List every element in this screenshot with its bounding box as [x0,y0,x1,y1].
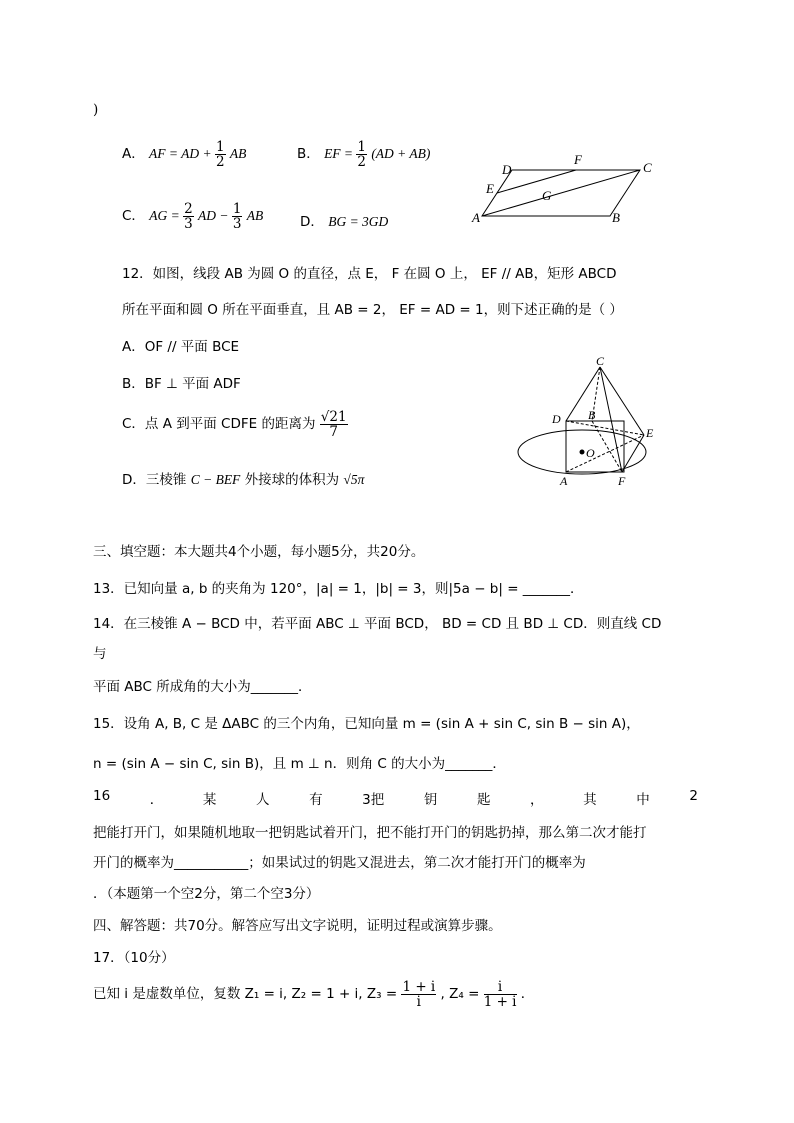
q11-d-label: D． [300,214,324,230]
q13-text: 13．已知向量 a, b 的夹角为 120°，|a| = 1，|b| = 3，则|5a − b| = _______． [93,581,584,597]
edge-cf [600,367,622,472]
label-c: C [596,355,605,368]
q11-a-label: A． [122,146,145,162]
q17-z4-frac: $\frac{i}{1 + i}$ [483,979,517,1010]
q11-option-c [122,202,263,231]
q11-c-frac2: $\frac{1}{3}$ [232,201,242,232]
label-d: D [552,412,561,426]
q17-end: ． [520,986,535,1002]
label-g: G [542,188,552,203]
center-o-dot [580,450,585,455]
label-a: A [472,210,480,225]
q14-line1: 14．在三棱锥 A − BCD 中，若平面 ABC ⊥ 平面 BCD， BD = CD 且 BD ⊥ CD．则直线 CD [93,616,662,632]
label-e: E [646,426,654,440]
label-a: A [560,474,568,488]
q16-line2: 把能打开门，如果随机地取一把钥匙试着开门，把不能打开门的钥匙扔掉，那么第二次才能打 [93,825,647,841]
q17-pre: 已知 i 是虚数单位，复数 Z₁ = i, Z₂ = 1 + i, Z₃ = [93,986,402,1002]
q17-text [93,980,534,1009]
section-4-heading: 四、解答题：共70分。解答应写出文字说明，证明过程或演算步骤。 [93,918,502,934]
q12-line2: 所在平面和圆 O 所在平面垂直，且 AB = 2， EF = AD = 1，则下述正确的是（ ） [122,302,623,318]
q12-option-a: A．OF // 平面 BCE [122,339,240,355]
q11-a-expr: AF = AD + [149,146,216,161]
q12-option-d [122,468,364,488]
q14-line2: 与 [93,646,107,662]
q17-mid: , Z₄ = [440,986,484,1002]
q11-b-frac: $\frac{1}{2}$ [357,139,367,170]
q11-d-expr: BG = 3GD [328,214,389,229]
q11-c-label: C． [122,208,145,224]
q11-b-tail: (AD + AB) [371,146,431,161]
q12-option-b: B．BF ⊥ 平面 ADF [122,376,241,392]
edge-ae [566,435,644,472]
label-c: C [643,160,652,175]
q12-d-post: 外接球的体积为 [244,472,340,488]
q11-c-frac1: $\frac{2}{3}$ [184,201,193,232]
q16-line1: 16 ． 某 人 有 3把 钥 匙 ， 其 中 2 [93,788,698,808]
edge-de [566,421,644,435]
q11-parallelogram-figure [470,150,660,230]
edge-ce [600,367,644,435]
q11-option-a [122,140,246,169]
rectangle-abcd [566,421,624,472]
label-o: O [586,446,595,460]
q16-line4: ．（本题第一个空2分，第二个空3分） [93,886,320,902]
q17-z3-frac: $\frac{1 + i}{i}$ [402,979,436,1010]
q11-c-tail: AB [246,208,264,223]
q12-d-pre: D．三棱锥 [122,472,187,488]
q16-line3: 开门的概率为___________；如果试过的钥匙又混进去，第二次才能打开门的概率为 [93,855,586,871]
q12-d-mid: C − BEF [190,472,241,487]
q11-b-expr: EF = [324,146,357,161]
label-b: B [612,210,620,225]
label-f: F [618,474,626,488]
q12-solid-figure [510,355,660,490]
q15-line1: 15．设角 A, B, C 是 ΔABC 的三个内角，已知向量 m = (sin A + sin C, sin B − sin A)， [93,716,640,732]
q11-a-tail: AB [229,146,247,161]
section-3-heading: 三、填空题：本大题共4个小题，每小题5分，共20分。 [93,544,425,560]
paren-close: ) [93,102,99,118]
q12-c-frac: $\frac{√21}{7}$ [320,409,347,440]
label-d: D [502,162,512,177]
q12-option-c [122,410,348,439]
q11-b-label: B． [297,146,320,162]
q11-a-frac: $\frac{1}{2}$ [216,139,225,170]
q11-c-mid: AD − [197,208,232,223]
q11-option-d [300,210,388,230]
q12-d-val: √5π [343,472,365,487]
q17-heading: 17．（10分） [93,950,175,966]
edge-ef [622,435,644,472]
q11-option-b [297,140,430,169]
label-f: F [574,152,582,167]
label-b: B [588,408,596,422]
q11-c-expr: AG = [149,208,184,223]
q12-c-pre: C．点 A 到平面 CDFE 的距离为 [122,416,316,432]
q12-line1: 12．如图，线段 AB 为圆 O 的直径，点 E， F 在圆 O 上， EF // AB，矩形 ABCD [122,266,617,282]
q14-line3: 平面 ABC 所成角的大小为_______． [93,679,312,695]
q15-line2: n = (sin A − sin C, sin B)，且 m ⊥ n．则角 C 的大小为_______． [93,756,506,772]
label-e: E [486,181,494,196]
